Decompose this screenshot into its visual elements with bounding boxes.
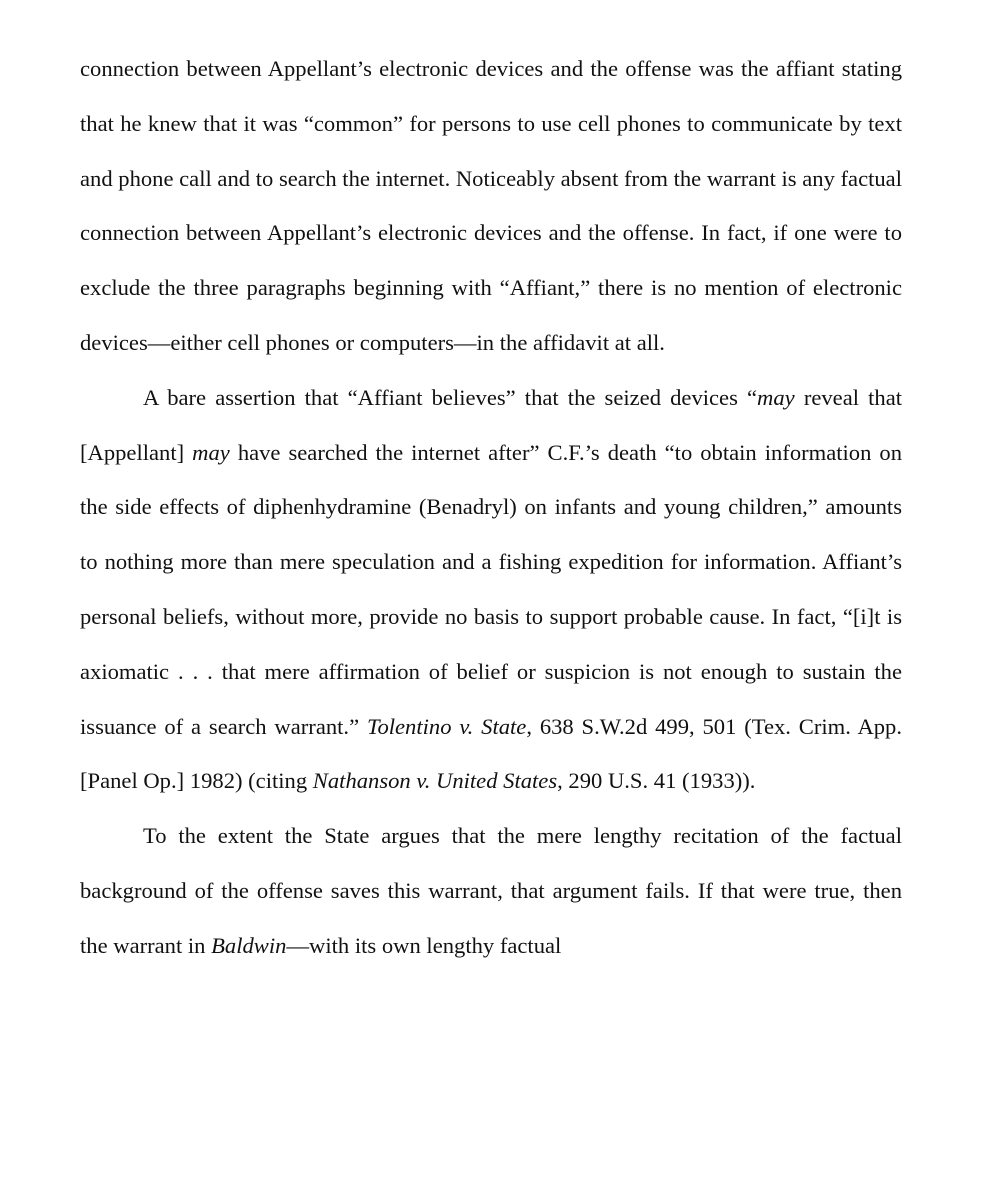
p2-seg-2: reveal that [Appellant] bbox=[80, 384, 902, 465]
document-page bbox=[80, 42, 902, 974]
case-citation-nathanson: Nathanson v. United States bbox=[312, 768, 558, 794]
p2-seg-4: have searched the internet after” C.F.’s death “to obtain information on the side effects of diphenhydramine (Benadryl) on infants and young children,” amounts to nothing more than mere speculation and a fishing expedition for information. Affiant’s personal beliefs, without more, provide no basis to support probable cause. In fact, “[i]t is axiomatic . . . that mere affirmation of belief or suspicion is not enough to sustain the issuance of a search warrant.” bbox=[80, 439, 902, 739]
p2-seg-3-italic: may bbox=[192, 439, 230, 465]
case-citation-baldwin: Baldwin bbox=[211, 932, 287, 958]
paragraph-1 bbox=[80, 42, 902, 371]
p2-seg-1-italic: may bbox=[757, 384, 795, 410]
paragraph-3 bbox=[80, 809, 902, 973]
p2-seg-0: A bare assertion that “Affiant believes” that the seized devices “ bbox=[143, 384, 758, 410]
case-citation-tolentino: Tolentino v. State bbox=[366, 713, 527, 739]
p1-seg-0: connection between Appellant’s electronic devices and the offense was the affiant stating that he knew that it was “common” for persons to use cell phones to communicate by text and phone call and to search the internet. Noticeably absent from the warrant is any factual connection between Appellant’s electronic devices and the offense. In fact, if one were to exclude the three paragraphs beginning with “Affiant,” there is no mention of electronic devices—either cell phones or computers—in the affidavit at all. bbox=[80, 56, 902, 355]
p2-seg-8: , 290 U.S. 41 (1933)). bbox=[557, 768, 756, 794]
p3-seg-2: —with its own lengthy factual bbox=[286, 932, 562, 958]
paragraph-2 bbox=[80, 371, 902, 809]
p2-seg-6: , 638 S.W.2d 499, 501 (Tex. Crim. App. [Panel Op.] 1982) (citing bbox=[80, 713, 902, 794]
p3-seg-0: To the extent the State argues that the mere lengthy recitation of the factual background of the offense saves this warrant, that argument fails. If that were true, then the warrant in bbox=[80, 823, 902, 958]
